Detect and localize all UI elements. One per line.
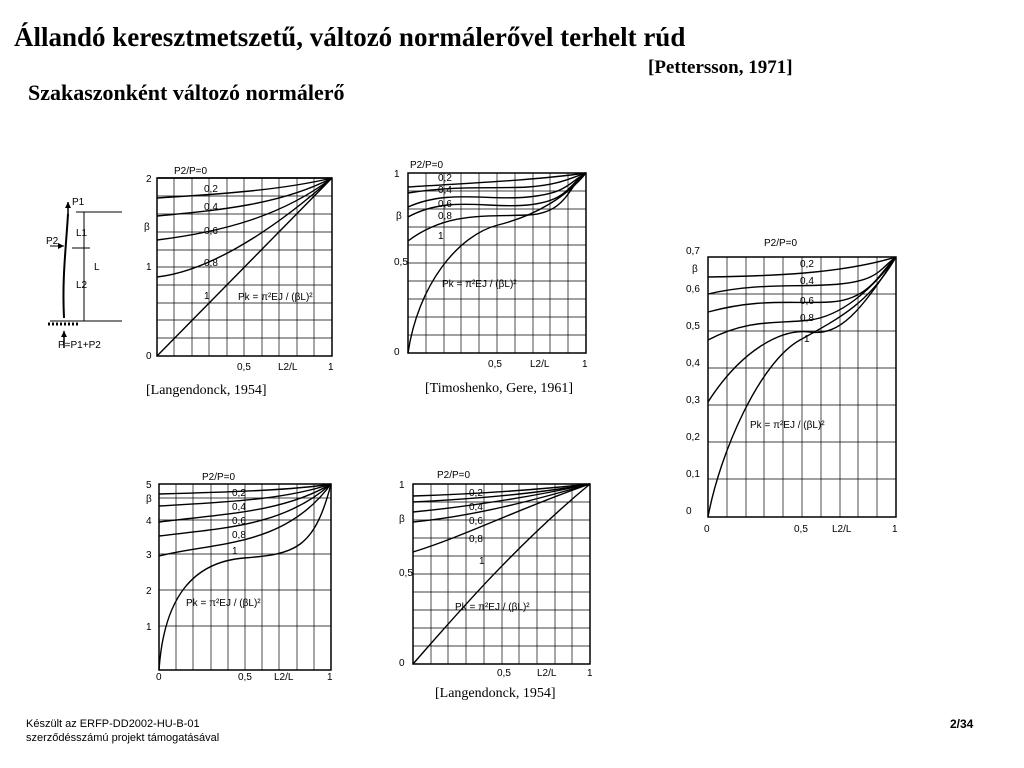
chart3-xtick-0: 0 <box>704 524 710 535</box>
chart2-curve-04: 0,4 <box>438 185 452 196</box>
chart4-ytick-4: 4 <box>146 516 152 527</box>
chart4-xtick-1: 1 <box>327 672 333 683</box>
chart4-yaxis: β <box>146 494 152 505</box>
chart3-ytick-04: 0,4 <box>686 358 700 369</box>
chart1-formula: Pk = π²EJ / (βL)² <box>238 292 313 303</box>
reference-pettersson: [Pettersson, 1971] <box>648 57 793 78</box>
chart2-ytick-1: 1 <box>394 169 400 180</box>
chart3-ytick-01: 0,1 <box>686 469 700 480</box>
chart-2 <box>388 155 598 380</box>
chart-4 <box>144 466 344 686</box>
sketch-label-p2: P2 <box>46 236 59 247</box>
chart1-xtick-05: 0,5 <box>237 362 251 373</box>
chart3-ytick-06: 0,6 <box>686 284 700 295</box>
chart2-xtick-05: 0,5 <box>488 359 502 370</box>
chart5-ytick-05: 0,5 <box>399 568 413 579</box>
chart2-xtick-1: 1 <box>582 359 588 370</box>
chart5-curve-02: 0,2 <box>469 488 483 499</box>
chart3-xtick-1: 1 <box>892 524 898 535</box>
chart2-yaxis: β <box>396 211 402 222</box>
chart1-curve-06: 0,6 <box>204 226 218 237</box>
chart3-curve-02: 0,2 <box>800 259 814 270</box>
slide-subtitle: Szakaszonként változó normálerő <box>28 80 345 105</box>
chart1-curve-02: 0,2 <box>204 184 218 195</box>
chart3-xtick-05: 0,5 <box>794 524 808 535</box>
chart2-curve-06: 0,6 <box>438 199 452 210</box>
chart4-curve-06: 0,6 <box>232 516 246 527</box>
chart1-xtick-1: 1 <box>328 362 334 373</box>
chart3-ytick-03: 0,3 <box>686 395 700 406</box>
chart5-yaxis: β <box>399 514 405 525</box>
chart5-ytick-1: 1 <box>399 480 405 491</box>
chart3-curve-06: 0,6 <box>800 296 814 307</box>
chart4-xtick-0: 0 <box>156 672 162 683</box>
caption-chart5: [Langendonck, 1954] <box>435 686 556 701</box>
caption-chart1: [Langendonck, 1954] <box>146 383 267 398</box>
chart2-ytick-05: 0,5 <box>394 257 408 268</box>
chart2-ytick-0: 0 <box>394 347 400 358</box>
column-sketch-figure <box>36 188 126 358</box>
chart5-curve-06: 0,6 <box>469 516 483 527</box>
chart4-formula: Pk = π²EJ / (βL)² <box>186 598 261 609</box>
footer-note <box>26 717 219 745</box>
chart5-curve-08: 0,8 <box>469 534 483 545</box>
slide-title: Állandó keresztmetszetű, változó normálerővel terhelt rúd <box>14 22 686 52</box>
chart3-ytick-05: 0,5 <box>686 321 700 332</box>
chart1-ytick-2: 2 <box>146 174 152 185</box>
chart-3 <box>680 232 910 542</box>
sketch-label-l: L <box>94 262 100 273</box>
footer-line-1: Készült az ERFP-DD2002-HU-B-01 <box>26 718 200 730</box>
chart2-header: P2/P=0 <box>410 160 444 171</box>
chart5-xtick-1: 1 <box>587 668 593 679</box>
chart1-curve-04: 0,4 <box>204 202 218 213</box>
chart1-curve-08: 0,8 <box>204 258 218 269</box>
chart1-yaxis: β <box>144 222 150 233</box>
chart4-curve-04: 0,4 <box>232 502 246 513</box>
chart4-xaxis: L2/L <box>274 672 294 683</box>
chart-5 <box>395 466 605 686</box>
chart2-curve-02: 0,2 <box>438 173 452 184</box>
chart4-ytick-1: 1 <box>146 622 152 633</box>
caption-chart2: [Timoshenko, Gere, 1961] <box>425 381 574 396</box>
sketch-label-l1: L1 <box>76 228 88 239</box>
chart3-yaxis: β <box>692 264 698 275</box>
chart3-header: P2/P=0 <box>764 238 798 249</box>
chart-1 <box>142 160 342 385</box>
sketch-label-l2: L2 <box>76 280 88 291</box>
chart3-ytick-02: 0,2 <box>686 432 700 443</box>
chart4-curve-08: 0,8 <box>232 530 246 541</box>
chart1-header: P2/P=0 <box>174 166 208 177</box>
chart5-header: P2/P=0 <box>437 470 471 481</box>
sketch-label-p1: P1 <box>72 197 85 208</box>
chart3-ytick-07: 0,7 <box>686 246 700 257</box>
chart5-ytick-0: 0 <box>399 658 405 669</box>
chart3-ytick-0: 0 <box>686 506 692 517</box>
chart2-formula: Pk = π²EJ / (βL)² <box>442 279 517 290</box>
chart2-curve-1: 1 <box>438 231 444 242</box>
chart5-curve-1: 1 <box>479 556 485 567</box>
chart1-ytick-0: 0 <box>146 351 152 362</box>
chart3-curve-1: 1 <box>804 334 810 345</box>
chart2-curve-08: 0,8 <box>438 211 452 222</box>
chart1-curve-1: 1 <box>204 291 210 302</box>
footer-line-2: szerződésszámú projekt támogatásával <box>26 732 220 744</box>
chart4-curve-1: 1 <box>232 546 238 557</box>
chart1-ytick-1: 1 <box>146 262 152 273</box>
chart5-formula: Pk = π²EJ / (βL)² <box>455 602 530 613</box>
page-number: 2/34 <box>950 717 974 731</box>
chart5-xaxis: L2/L <box>537 668 557 679</box>
chart3-formula: Pk = π²EJ / (βL)² <box>750 420 825 431</box>
chart4-ytick-2: 2 <box>146 586 152 597</box>
chart3-curve-08: 0,8 <box>800 313 814 324</box>
chart5-xtick-05: 0,5 <box>497 668 511 679</box>
chart1-xaxis: L2/L <box>278 362 298 373</box>
chart4-ytick-5: 5 <box>146 480 152 491</box>
chart3-xaxis: L2/L <box>832 524 852 535</box>
chart4-curve-02: 0,2 <box>232 488 246 499</box>
chart4-header: P2/P=0 <box>202 472 236 483</box>
chart4-ytick-3: 3 <box>146 550 152 561</box>
chart5-curve-04: 0,4 <box>469 502 483 513</box>
chart3-curve-04: 0,4 <box>800 276 814 287</box>
sketch-label-p: P=P1+P2 <box>58 340 101 351</box>
chart2-xaxis: L2/L <box>530 359 550 370</box>
chart4-xtick-05: 0,5 <box>238 672 252 683</box>
